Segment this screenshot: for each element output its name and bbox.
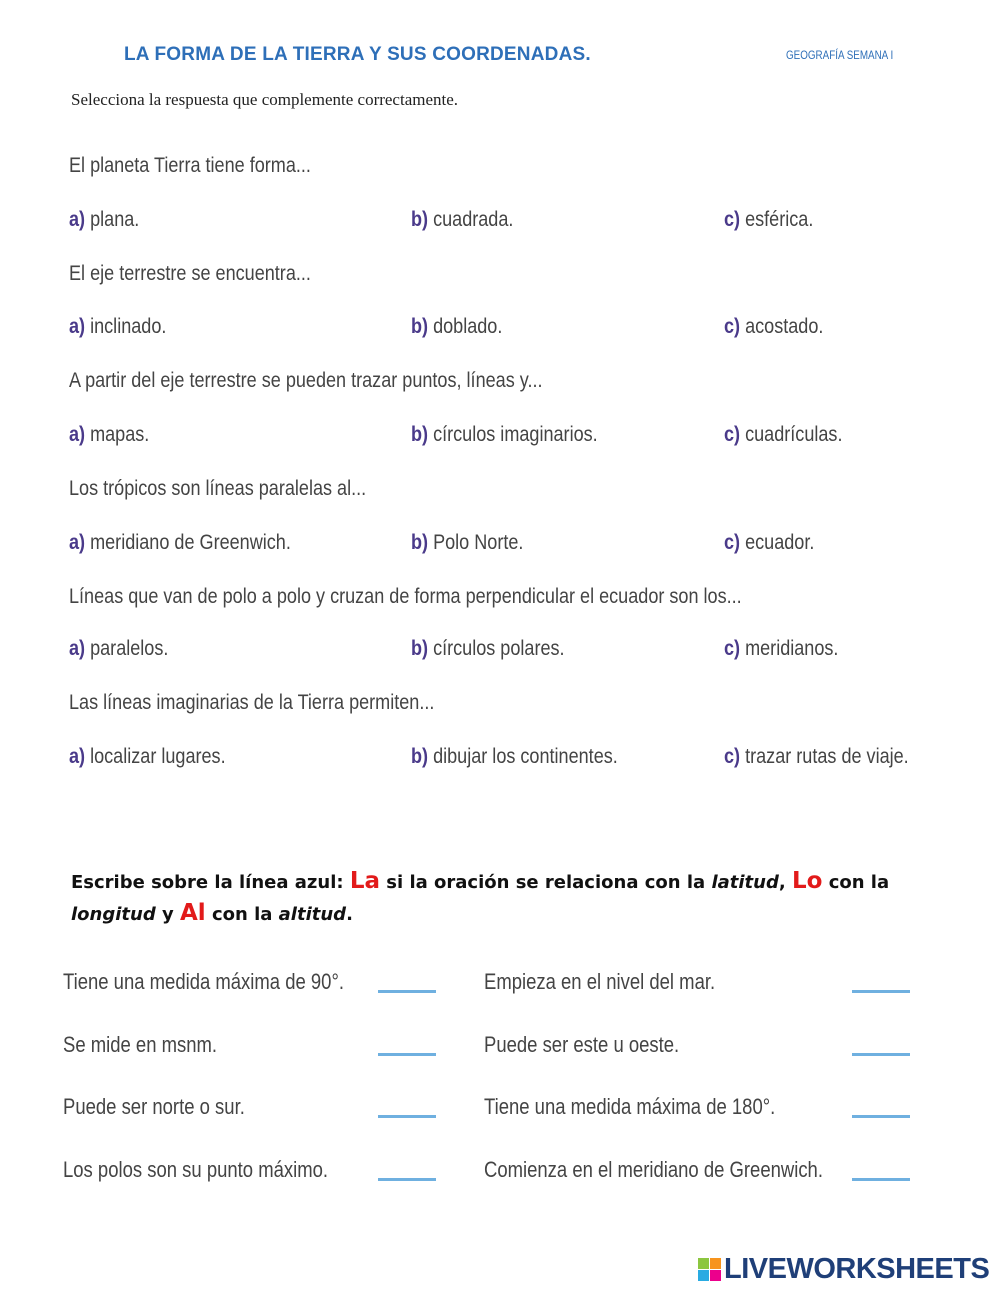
statement-left-4: Los polos son su punto máximo. <box>63 1157 329 1182</box>
statement-left-2: Se mide en msnm. <box>63 1032 218 1057</box>
q6-option-a[interactable]: a) localizar lugares. <box>69 745 226 768</box>
section2-instructions: Escribe sobre la línea azul: La si la oración se relaciona con la latitud, Lo con la longitud y Al con la altitud. <box>71 868 890 926</box>
q3-option-c[interactable]: c) cuadrículas. <box>724 423 843 446</box>
code-altitud: Al <box>180 900 206 926</box>
answer-blank-right-3[interactable] <box>852 1115 910 1118</box>
liveworksheets-logo <box>698 1253 989 1286</box>
question-1: El planeta Tierra tiene forma... <box>69 154 311 177</box>
q1-option-b[interactable]: b) cuadrada. <box>411 208 514 231</box>
answer-blank-left-1[interactable] <box>378 990 436 993</box>
instructions: Selecciona la respuesta que complemente correctamente. <box>71 90 459 109</box>
q5-option-b[interactable]: b) círculos polares. <box>411 637 565 660</box>
q2-option-a[interactable]: a) inclinado. <box>69 315 167 338</box>
q3-option-a[interactable]: a) mapas. <box>69 423 150 446</box>
code-latitud: La <box>349 868 381 894</box>
page-title: LA FORMA DE LA TIERRA Y SUS COORDENADAS. <box>124 44 591 65</box>
statement-left-3: Puede ser norte o sur. <box>63 1094 245 1119</box>
statement-right-1: Empieza en el nivel del mar. <box>484 969 716 994</box>
statement-right-4: Comienza en el meridiano de Greenwich. <box>484 1157 823 1182</box>
q6-option-b[interactable]: b) dibujar los continentes. <box>411 745 618 768</box>
question-4: Los trópicos son líneas paralelas al... <box>69 477 367 500</box>
question-3: A partir del eje terrestre se pueden trazar puntos, líneas y... <box>69 369 543 392</box>
q1-option-c[interactable]: c) esférica. <box>724 208 814 231</box>
answer-blank-right-1[interactable] <box>852 990 910 993</box>
answer-blank-left-4[interactable] <box>378 1178 436 1181</box>
answer-blank-right-2[interactable] <box>852 1053 910 1056</box>
statement-right-2: Puede ser este u oeste. <box>484 1032 680 1057</box>
answer-blank-left-3[interactable] <box>378 1115 436 1118</box>
q4-option-c[interactable]: c) ecuador. <box>724 531 815 554</box>
answer-blank-left-2[interactable] <box>378 1053 436 1056</box>
q6-option-c[interactable]: c) trazar rutas de viaje. <box>724 745 909 768</box>
q4-option-b[interactable]: b) Polo Norte. <box>411 531 524 554</box>
q5-option-a[interactable]: a) paralelos. <box>69 637 169 660</box>
statement-left-1: Tiene una medida máxima de 90°. <box>63 969 344 994</box>
question-5: Líneas que van de polo a polo y cruzan de forma perpendicular el ecuador son los... <box>69 585 742 608</box>
subject-label: GEOGRAFÍA SEMANA I <box>786 48 894 62</box>
q3-option-b[interactable]: b) círculos imaginarios. <box>411 423 598 446</box>
statement-right-3: Tiene una medida máxima de 180°. <box>484 1094 776 1119</box>
answer-blank-right-4[interactable] <box>852 1178 910 1181</box>
q4-option-a[interactable]: a) meridiano de Greenwich. <box>69 531 291 554</box>
question-2: El eje terrestre se encuentra... <box>69 262 311 285</box>
q2-option-b[interactable]: b) doblado. <box>411 315 503 338</box>
q1-option-a[interactable]: a) plana. <box>69 208 140 231</box>
q2-option-c[interactable]: c) acostado. <box>724 315 824 338</box>
q5-option-c[interactable]: c) meridianos. <box>724 637 839 660</box>
code-longitud: Lo <box>791 868 823 894</box>
liveworksheets-logo-text: LIVEWORKSHEETS <box>724 1253 990 1285</box>
liveworksheets-logo-icon <box>698 1258 721 1281</box>
question-6: Las líneas imaginarias de la Tierra permiten... <box>69 691 435 714</box>
